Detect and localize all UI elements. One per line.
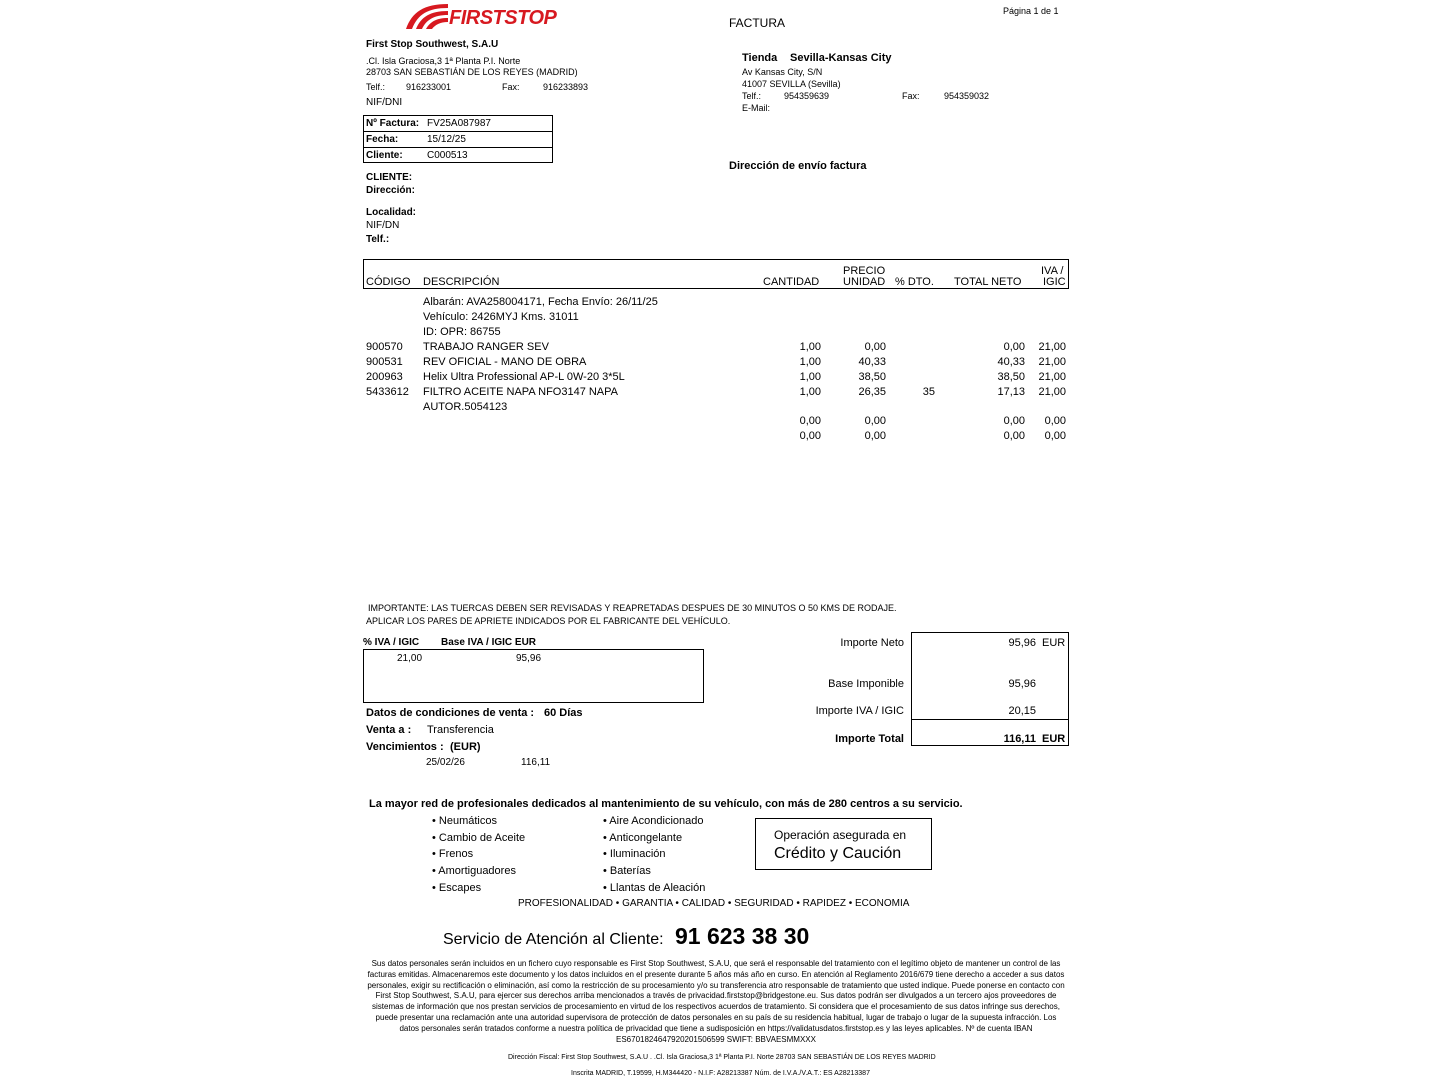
invoice-number: FV25A087987 xyxy=(427,118,491,129)
company-tel: 916233001 xyxy=(406,82,452,92)
invoice-number-label: Nº Factura: xyxy=(366,118,420,129)
divider xyxy=(363,131,553,132)
col-price-header-2: UNIDAD xyxy=(843,276,886,288)
col-quantity-header: CANTIDAD xyxy=(763,276,820,288)
net-amount-currency: EUR xyxy=(1042,637,1066,649)
service-item: • Cambio de Aceite xyxy=(432,832,526,844)
row-description: TRABAJO RANGER SEV xyxy=(423,341,549,353)
client-locality-label: Localidad: xyxy=(366,207,417,218)
col-price-header-1: PRECIO xyxy=(843,265,886,277)
document-title: FACTURA xyxy=(729,16,786,30)
col-code-header: CÓDIGO xyxy=(366,276,411,288)
vat-base: 95,96 xyxy=(516,653,542,664)
customer-service-label: Servicio de Atención al Cliente: xyxy=(443,931,664,948)
total-amount-label: Importe Total xyxy=(835,733,904,745)
row-code: 5433612 xyxy=(366,386,409,398)
firststop-logo xyxy=(404,2,564,32)
id-note: ID: OPR: 86755 xyxy=(423,326,501,338)
company-tel-label: Telf.: xyxy=(366,82,386,92)
col-vat-header-1: IVA / xyxy=(1041,265,1064,277)
fiscal-address: Dirección Fiscal: First Stop Southwest, S.A.U . .Cl. Isla Graciosa,3 1ª Planta P.I. Norte 28703 SAN SEBASTIÁN DE LOS REYES MADRID xyxy=(508,1054,936,1061)
customer-service-phone: 91 623 38 30 xyxy=(675,923,810,949)
registry-info: Inscrita MADRID, T.19599, H.M344420 - N.I.F: A28213387 Núm. de I.V.A./V.A.T.: ES A28213387 xyxy=(571,1070,870,1077)
store-fax-label: Fax: xyxy=(902,91,920,101)
row-price: 26,35 xyxy=(858,386,886,398)
row-code: 900570 xyxy=(366,341,403,353)
total-amount: 116,11 xyxy=(1003,733,1036,745)
store-address-line2: 41007 SEVILLA (Sevilla) xyxy=(742,79,841,89)
col-total-header: TOTAL NETO xyxy=(954,276,1022,288)
vat-percent-header: % IVA / IGIC xyxy=(363,637,420,648)
invoice-client-label: Cliente: xyxy=(366,150,403,161)
store-label: Tienda xyxy=(742,52,778,64)
row-price: 0,00 xyxy=(864,430,886,442)
due-date: 25/02/26 xyxy=(426,757,465,768)
sale-conditions-label: Datos de condiciones de venta : xyxy=(366,707,535,719)
row-description: AUTOR.5054123 xyxy=(423,401,508,413)
col-discount-header: % DTO. xyxy=(895,276,934,288)
row-description: FILTRO ACEITE NAPA NFO3147 NAPA xyxy=(423,386,619,398)
service-item: • Neumáticos xyxy=(432,815,497,827)
row-total: 38,50 xyxy=(997,371,1025,383)
total-amount-currency: EUR xyxy=(1042,733,1066,745)
row-vat: 0,00 xyxy=(1044,430,1066,442)
taxable-base-label: Base Imponible xyxy=(828,678,904,690)
net-amount-label: Importe Neto xyxy=(840,637,904,649)
row-price: 40,33 xyxy=(858,356,886,368)
row-vat: 21,00 xyxy=(1038,371,1066,383)
row-vat: 21,00 xyxy=(1038,356,1066,368)
page-number: Página 1 de 1 xyxy=(1003,6,1059,16)
service-item: • Baterías xyxy=(603,865,651,877)
invoice-date-label: Fecha: xyxy=(366,134,399,145)
credit-insurance-line1: Operación asegurada en xyxy=(774,828,907,842)
store-tel: 954359639 xyxy=(784,91,830,101)
row-discount: 35 xyxy=(922,386,935,398)
company-nif-label: NIF/DNI xyxy=(366,97,403,108)
sale-conditions-value: 60 Días xyxy=(544,707,583,719)
promo-headline: La mayor red de profesionales dedicados al mantenimiento de su vehículo, con más de 280 centros a su servicio. xyxy=(369,798,963,810)
tyre-swoosh-icon xyxy=(404,2,450,30)
company-address-line1: .Cl. Isla Graciosa,3 1ª Planta P.I. Norte xyxy=(366,56,521,66)
row-description: Helix Ultra Professional AP-L 0W-20 3*5L xyxy=(423,371,625,383)
payment-method-label: Venta a : xyxy=(366,724,412,736)
invoice-date: 15/12/25 xyxy=(427,134,466,145)
company-fax: 916233893 xyxy=(543,82,589,92)
taxable-base: 95,96 xyxy=(1008,678,1036,690)
store-fax: 954359032 xyxy=(944,91,990,101)
net-amount: 95,96 xyxy=(1008,637,1036,649)
service-item: • Escapes xyxy=(432,882,482,894)
company-fax-label: Fax: xyxy=(502,82,520,92)
delivery-note: Albarán: AVA258004171, Fecha Envío: 26/11/25 xyxy=(423,296,658,308)
vat-percent: 21,00 xyxy=(397,653,423,664)
store-address-line1: Av Kansas City, S/N xyxy=(742,67,823,77)
service-item: • Frenos xyxy=(432,848,474,860)
due-amount: 116,11 xyxy=(521,757,551,768)
service-item: • Iluminación xyxy=(603,848,666,860)
client-address-label: Dirección: xyxy=(366,185,415,196)
row-quantity: 0,00 xyxy=(799,415,821,427)
divider xyxy=(363,147,553,148)
due-dates-currency: (EUR) xyxy=(450,741,481,753)
important-notice-line2: APLICAR LOS PARES DE APRIETE INDICADOS POR EL FABRICANTE DEL VEHÍCULO. xyxy=(366,616,731,626)
service-item: • Anticongelante xyxy=(603,832,683,844)
row-code: 200963 xyxy=(366,371,403,383)
row-total: 17,13 xyxy=(997,386,1025,398)
row-quantity: 1,00 xyxy=(799,356,821,368)
row-quantity: 1,00 xyxy=(799,341,821,353)
service-item: • Llantas de Aleación xyxy=(603,882,706,894)
vehicle-note: Vehículo: 2426MYJ Kms. 31011 xyxy=(423,311,579,323)
store-email-label: E-Mail: xyxy=(742,103,771,113)
service-item: • Aire Acondicionado xyxy=(603,815,704,827)
shipping-address-label: Dirección de envío factura xyxy=(729,160,867,172)
row-total: 40,33 xyxy=(997,356,1025,368)
row-description: REV OFICIAL - MANO DE OBRA xyxy=(423,356,587,368)
row-quantity: 0,00 xyxy=(799,430,821,442)
row-vat: 21,00 xyxy=(1038,386,1066,398)
row-total: 0,00 xyxy=(1003,341,1025,353)
divider xyxy=(911,719,1069,720)
vat-base-header: Base IVA / IGIC EUR xyxy=(441,637,537,648)
row-quantity: 1,00 xyxy=(799,386,821,398)
company-values: PROFESIONALIDAD • GARANTIA • CALIDAD • SEGURIDAD • RAPIDEZ • ECONOMIA xyxy=(518,898,910,909)
row-price: 0,00 xyxy=(864,415,886,427)
row-quantity: 1,00 xyxy=(799,371,821,383)
brand-name: FIRSTSTOP xyxy=(449,7,557,29)
client-nif-label: NIF/DN xyxy=(366,220,400,231)
client-tel-label: Telf.: xyxy=(366,234,390,245)
client-label: CLIENTE: xyxy=(366,172,413,183)
payment-method: Transferencia xyxy=(427,724,494,736)
store-tel-label: Telf.: xyxy=(742,91,762,101)
row-total: 0,00 xyxy=(1003,415,1025,427)
row-price: 0,00 xyxy=(864,341,886,353)
col-vat-header-2: IGIC xyxy=(1043,276,1066,288)
row-vat: 21,00 xyxy=(1038,341,1066,353)
row-vat: 0,00 xyxy=(1044,415,1066,427)
vat-amount: 20,15 xyxy=(1008,705,1036,717)
row-price: 38,50 xyxy=(858,371,886,383)
company-address-line2: 28703 SAN SEBASTIÁN DE LOS REYES (MADRID) xyxy=(366,67,578,77)
invoice-client: C000513 xyxy=(427,150,468,161)
company-name: First Stop Southwest, S.A.U xyxy=(366,39,499,50)
row-code: 900531 xyxy=(366,356,403,368)
important-notice-line1: IMPORTANTE: LAS TUERCAS DEBEN SER REVISADAS Y REAPRETADAS DESPUES DE 30 MINUTOS O 50 KMS DE RODAJE. xyxy=(368,603,897,613)
row-total: 0,00 xyxy=(1003,430,1025,442)
due-dates-label: Vencimientos : xyxy=(366,741,444,753)
credit-insurance-line2: Crédito y Caución xyxy=(774,845,902,862)
col-description-header: DESCRIPCIÓN xyxy=(423,276,500,288)
privacy-notice: Sus datos personales serán incluidos en un fichero cuyo responsable es First Stop Southwest, S.A.U, que será el responsable del tratamiento con el legítimo objeto de mantener un control de las facturas emitidas. Almacenaremos este documento y los datos incluidos en el presente durante 5 años más año en curso. En atención al Reglamento 2016/679 tiene derecho a acceder a sus datos personales, exigir su rectificación o eliminación, así como la restricción de su procesamiento y/o su transferencia atro responsable de tratamiento que usted indique. Puede ponerse en contacto con First Stop Southwest, S.A.U, para ejercer sus derechos arriba mencionados a través de privacidad.firststop@bridgestone.eu. Sus datos podrán ser divulgados a un tercero ajos proveedores de sistemas de información que nos prestan servicios de procesamiento en virtud de los respectivos acuerdos de tratamiento. Si considera que el procesamiento de sus datos infringe sus derechos, puede presentar una reclamación ante una autoridad supervisora de protección de datos personales en su país de su residencia habitual, lugar de trabajo o lugar de la supuesta infracción. Los datos personales serán tratados conforme a nuestra política de privacidad que tiene a sudisposición en https://validatusdatos.firststop.es y las leyes aplicables. Nº de cuenta IBAN ES6701824647920201506599 SWIFT: BBVAESMMXXX xyxy=(367,959,1065,1044)
vat-amount-label: Importe IVA / IGIC xyxy=(815,705,904,717)
store-name: Sevilla-Kansas City xyxy=(790,52,892,64)
service-item: • Amortiguadores xyxy=(432,865,516,877)
